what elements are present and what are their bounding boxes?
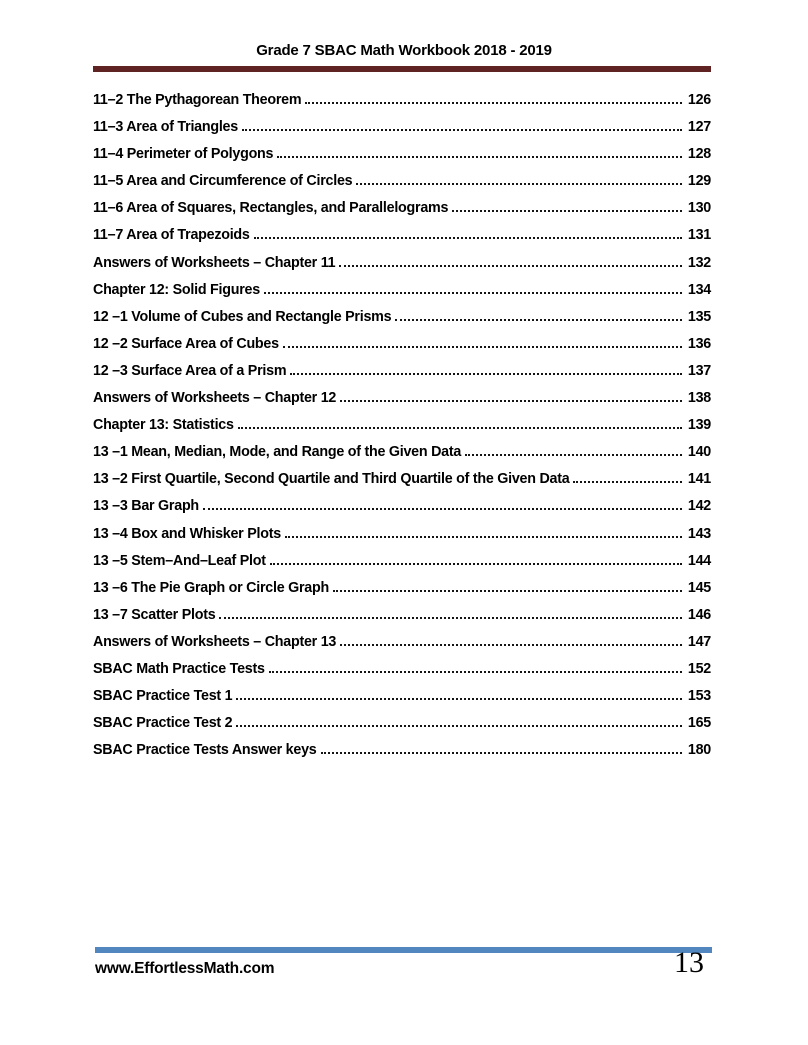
toc-row [93, 309, 711, 336]
toc-dot-leader [277, 156, 682, 158]
footer-website: www.EffortlessMath.com [95, 960, 275, 977]
toc-row [93, 255, 711, 282]
toc-entry-title: 11–7 Area of Trapezoids [93, 227, 250, 244]
toc-row [93, 363, 711, 390]
toc-dot-leader [270, 563, 682, 565]
toc-row [93, 553, 711, 580]
toc-row [93, 526, 711, 553]
toc-dot-leader [264, 292, 682, 294]
toc-entry-page: 144 [687, 552, 711, 569]
toc-row [93, 471, 711, 498]
toc-row [93, 688, 711, 715]
toc-entry-page: 165 [687, 715, 711, 732]
toc-entry-title: 12 –3 Surface Area of a Prism [93, 362, 287, 379]
toc-entry-page: 180 [687, 742, 711, 759]
toc-dot-leader [203, 508, 682, 510]
toc-dot-leader [333, 590, 682, 592]
toc-entry-page: 141 [687, 471, 711, 488]
footer-divider [95, 947, 712, 953]
toc-entry-title: SBAC Practice Tests Answer keys [93, 742, 317, 759]
toc-entry-page: 145 [687, 579, 711, 596]
toc-dot-leader [285, 536, 682, 538]
toc-entry-title: 11–3 Area of Triangles [93, 119, 238, 136]
toc-entry-title: Chapter 13: Statistics [93, 417, 234, 434]
toc-row [93, 390, 711, 417]
toc-row [93, 119, 711, 146]
toc-entry-title: 13 –4 Box and Whisker Plots [93, 525, 281, 542]
toc-row [93, 607, 711, 634]
toc-dot-leader [356, 183, 682, 185]
toc-row [93, 634, 711, 661]
toc-row [93, 200, 711, 227]
page-number: 13 [674, 946, 704, 979]
toc-row [93, 417, 711, 444]
toc-row [93, 580, 711, 607]
toc-entry-page: 131 [687, 227, 711, 244]
toc-dot-leader [236, 725, 682, 727]
toc-dot-leader [321, 752, 683, 754]
toc-entry-page: 128 [687, 146, 711, 163]
toc-entry-page: 132 [687, 254, 711, 271]
toc-dot-leader [465, 454, 682, 456]
toc-entry-title: 11–6 Area of Squares, Rectangles, and Parallelograms [93, 200, 449, 217]
toc-entry-page: 137 [687, 362, 711, 379]
toc-entry-title: SBAC Practice Test 1 [93, 688, 233, 705]
toc-entry-title: Answers of Worksheets – Chapter 12 [93, 390, 337, 407]
toc-entry-title: SBAC Practice Test 2 [93, 715, 233, 732]
toc-entry-title: 13 –6 The Pie Graph or Circle Graph [93, 579, 329, 596]
toc-dot-leader [340, 400, 682, 402]
toc-dot-leader [452, 210, 682, 212]
toc-row [93, 92, 711, 119]
toc-entry-title: Answers of Worksheets – Chapter 11 [93, 254, 336, 271]
toc-entry-page: 135 [687, 308, 711, 325]
table-of-contents [93, 92, 711, 769]
toc-entry-page: 134 [687, 281, 711, 298]
toc-entry-title: 11–2 The Pythagorean Theorem [93, 92, 302, 108]
toc-entry-page: 146 [687, 606, 711, 623]
header-divider [93, 66, 711, 72]
toc-entry-page: 143 [687, 525, 711, 542]
toc-row [93, 715, 711, 742]
toc-dot-leader [238, 427, 682, 429]
toc-entry-page: 126 [687, 92, 711, 108]
toc-entry-page: 130 [687, 200, 711, 217]
toc-dot-leader [219, 617, 682, 619]
toc-entry-page: 147 [687, 633, 711, 650]
toc-dot-leader [340, 644, 682, 646]
toc-dot-leader [283, 346, 682, 348]
toc-row [93, 661, 711, 688]
toc-dot-leader [236, 698, 682, 700]
toc-entry-title: 11–5 Area and Circumference of Circles [93, 173, 353, 190]
toc-entry-page: 142 [687, 498, 711, 515]
toc-entry-title: 11–4 Perimeter of Polygons [93, 146, 274, 163]
toc-dot-leader [290, 373, 682, 375]
toc-dot-leader [573, 481, 682, 483]
page-title: Grade 7 SBAC Math Workbook 2018 - 2019 [256, 42, 552, 59]
toc-entry-title: SBAC Math Practice Tests [93, 660, 265, 677]
toc-entry-page: 129 [687, 173, 711, 190]
toc-entry-page: 152 [687, 660, 711, 677]
toc-entry-page: 138 [687, 390, 711, 407]
toc-entry-title: 12 –2 Surface Area of Cubes [93, 335, 279, 352]
toc-entry-title: 13 –7 Scatter Plots [93, 606, 216, 623]
toc-dot-leader [269, 671, 682, 673]
toc-entry-title: 13 –5 Stem–And–Leaf Plot [93, 552, 266, 569]
toc-entry-title: Answers of Worksheets – Chapter 13 [93, 633, 337, 650]
toc-row [93, 282, 711, 309]
toc-dot-leader [242, 129, 682, 131]
toc-row [93, 336, 711, 363]
toc-entry-title: 13 –3 Bar Graph [93, 498, 199, 515]
toc-row [93, 146, 711, 173]
toc-entry-title: 13 –2 First Quartile, Second Quartile and Third Quartile of the Given Data [93, 471, 570, 488]
toc-row [93, 742, 711, 769]
toc-entry-page: 153 [687, 688, 711, 705]
toc-dot-leader [254, 237, 682, 239]
toc-row [93, 173, 711, 200]
toc-entry-title: Chapter 12: Solid Figures [93, 281, 260, 298]
toc-dot-leader [339, 265, 682, 267]
toc-entry-title: 12 –1 Volume of Cubes and Rectangle Prisms [93, 308, 392, 325]
toc-row [93, 444, 711, 471]
toc-entry-page: 139 [687, 417, 711, 434]
toc-entry-page: 140 [687, 444, 711, 461]
toc-row [93, 498, 711, 525]
toc-entry-page: 136 [687, 335, 711, 352]
toc-dot-leader [395, 319, 682, 321]
toc-entry-page: 127 [687, 119, 711, 136]
toc-row [93, 227, 711, 254]
toc-dot-leader [305, 102, 682, 104]
toc-entry-title: 13 –1 Mean, Median, Mode, and Range of the Given Data [93, 444, 462, 461]
